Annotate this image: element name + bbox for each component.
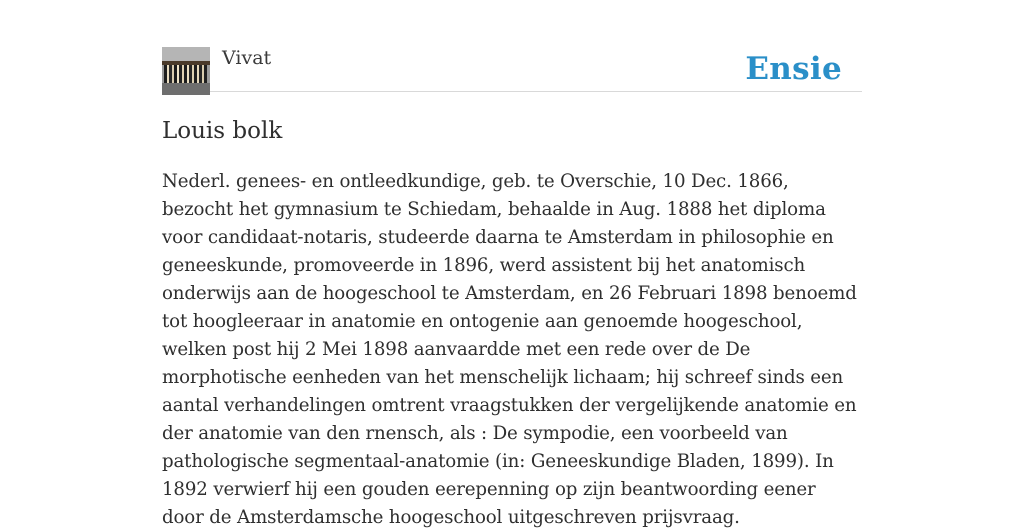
site-logo[interactable]: Ensie xyxy=(745,51,842,87)
author-name[interactable]: Vivat xyxy=(222,47,272,69)
article-body: Nederl. genees- en ontleedkundige, geb. te Overschie, 10 Dec. 1866, bezocht het gymnasium te Schiedam, behaalde in Aug. 1888 het diploma voor candidaat-notaris, studeerde daarna te Amsterdam in philosophie en geneeskunde, promoveerde in 1896, werd assistent bij het anatomisch onderwijs aan de hoogeschool te Amsterdam, en 26 Februari 1898 benoemd tot hoogleeraar in anatomie en ontogenie aan genoemde hoogeschool, welken post hij 2 Mei 1898 aanvaardde met een rede over de De morphotische eenheden van het menschelijk lichaam; hij schreef sinds een aantal verhandelingen omtrent vraagstukken der vergelijkende anatomie en der anatomie van den rnensch, als : De sympodie, een voorbeeld van pathologische segmentaal-anatomie (in: Geneeskundige Bladen, 1899). In 1892 verwierf hij een gouden eerepenning op zijn beantwoording eener door de Amsterdamsche hoogeschool uitgeschreven prijsvraag. xyxy=(162,171,857,528)
article-title: Louis bolk xyxy=(162,118,283,144)
page-container xyxy=(162,0,862,528)
author-avatar[interactable] xyxy=(162,47,210,95)
book-shelf-avatar-icon xyxy=(162,47,210,95)
page-header xyxy=(162,0,862,92)
